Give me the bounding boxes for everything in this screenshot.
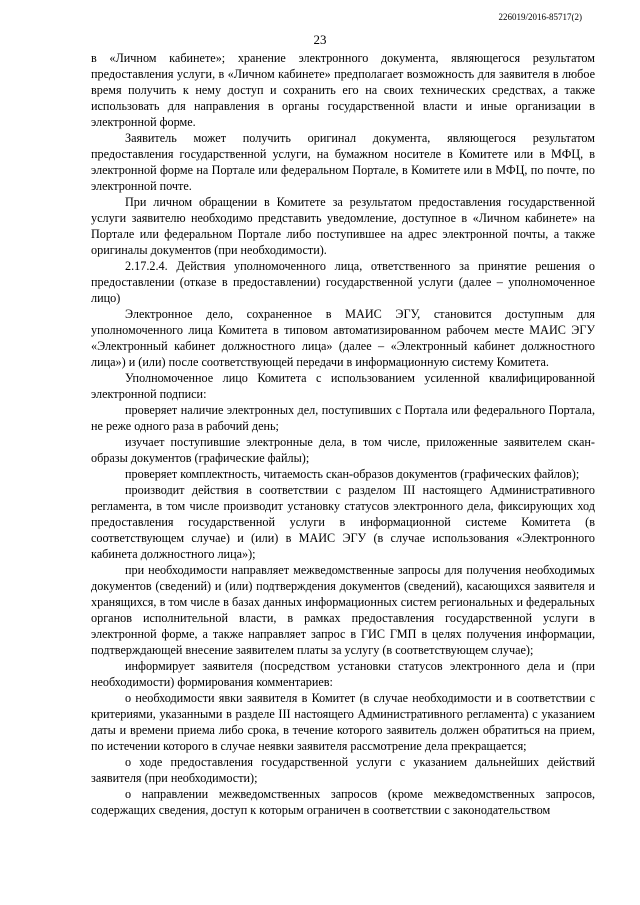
paragraph: Заявитель может получить оригинал документа, являющегося результатом предоставления государственной услуги, на бумажном носителе в Комитете или в МФЦ, в электронной форме на Портале или федеральном Портале, в Комитете или в МФЦ, по почте, по электронной почте. — [91, 131, 595, 193]
list-item: о направлении межведомственных запросов (кроме межведомственных запросов, содержащих сведения, доступ к которым ограничен в соответствии с законодательством — [91, 787, 595, 817]
list-item: изучает поступившие электронные дела, в том числе, приложенные заявителем скан-образы документов (графические файлы); — [91, 435, 595, 465]
list-item: о ходе предоставления государственной услуги с указанием дальнейших действий заявителя (при необходимости); — [91, 755, 595, 785]
paragraph: в «Личном кабинете»; хранение электронного документа, являющегося результатом предоставления услуги, в «Личном кабинете» предполагает возможность для заявителя в любое время получить к нему доступ и сохранить его на своих технических средствах, а также использовать для направления в органы государственной власти и иные организации в электронной форме. — [91, 51, 595, 129]
list-item: проверяет наличие электронных дел, поступивших с Портала или федерального Портала, не реже одного раза в рабочий день; — [91, 403, 595, 433]
section-heading: 2.17.2.4. Действия уполномоченного лица, ответственного за принятие решения о предоставлении (отказе в предоставлении) государственной услуги (далее – уполномоченное лицо) — [91, 259, 595, 305]
paragraph: При личном обращении в Комитете за результатом предоставления государственной услуги заявителю необходимо представить уведомление, доступное в «Личном кабинете» на Портале или федеральном Портале либо поступившее на адрес электронной почты, а также оригиналы документов (при необходимости). — [91, 195, 595, 257]
list-item: информирует заявителя (посредством установки статусов электронного дела и (при необходимости) формирования комментариев: — [91, 659, 595, 689]
list-item: производит действия в соответствии с разделом III настоящего Административного регламента, в том числе производит установку статусов электронного дела, фиксирующих ход предоставления государственной услуги в информационной системе Комитета (в соответствующем случае) и (или) в МАИС ЭГУ (в случае использования «Электронного кабинета должностного лица»); — [91, 483, 595, 561]
list-item: при необходимости направляет межведомственные запросы для получения необходимых документов (сведений) и (или) подтверждения документов (сведений), касающихся заявителя и хранящихся, в том числе в базах данных информационных систем региональных и федеральных органов исполнительной власти, в рамках предоставления государственной услуги в электронной форме, а также направляет запрос в ГИС ГМП в целях получения информации, подтверждающей внесение заявителем платы за услугу (в соответствующем случае); — [91, 563, 595, 657]
page-number: 23 — [313, 32, 327, 47]
paragraph: Электронное дело, сохраненное в МАИС ЭГУ, становится доступным для уполномоченного лица Комитета в типовом автоматизированном рабочем месте МАИС ЭГУ «Электронный кабинет должностного лица» (далее – «Электронный кабинет должностного лица») и (или) после соответствующей передачи в информационную систему Комитета. — [91, 307, 595, 369]
paragraph: Уполномоченное лицо Комитета с использованием усиленной квалифицированной электронной подписи: — [91, 371, 595, 401]
document-body — [91, 50, 595, 818]
list-item: проверяет комплектность, читаемость скан-образов документов (графических файлов); — [125, 467, 580, 481]
document-number: 226019/2016-85717(2) — [498, 12, 582, 22]
list-item: о необходимости явки заявителя в Комитет (в случае необходимости и в соответствии с критериями, указанными в разделе III настоящего Административного регламента) с указанием даты и времени приема либо срока, в течение которого заявитель должен обратиться на прием, по истечении которого в случае неявки заявителя рассмотрение дела прекращается; — [91, 691, 595, 753]
